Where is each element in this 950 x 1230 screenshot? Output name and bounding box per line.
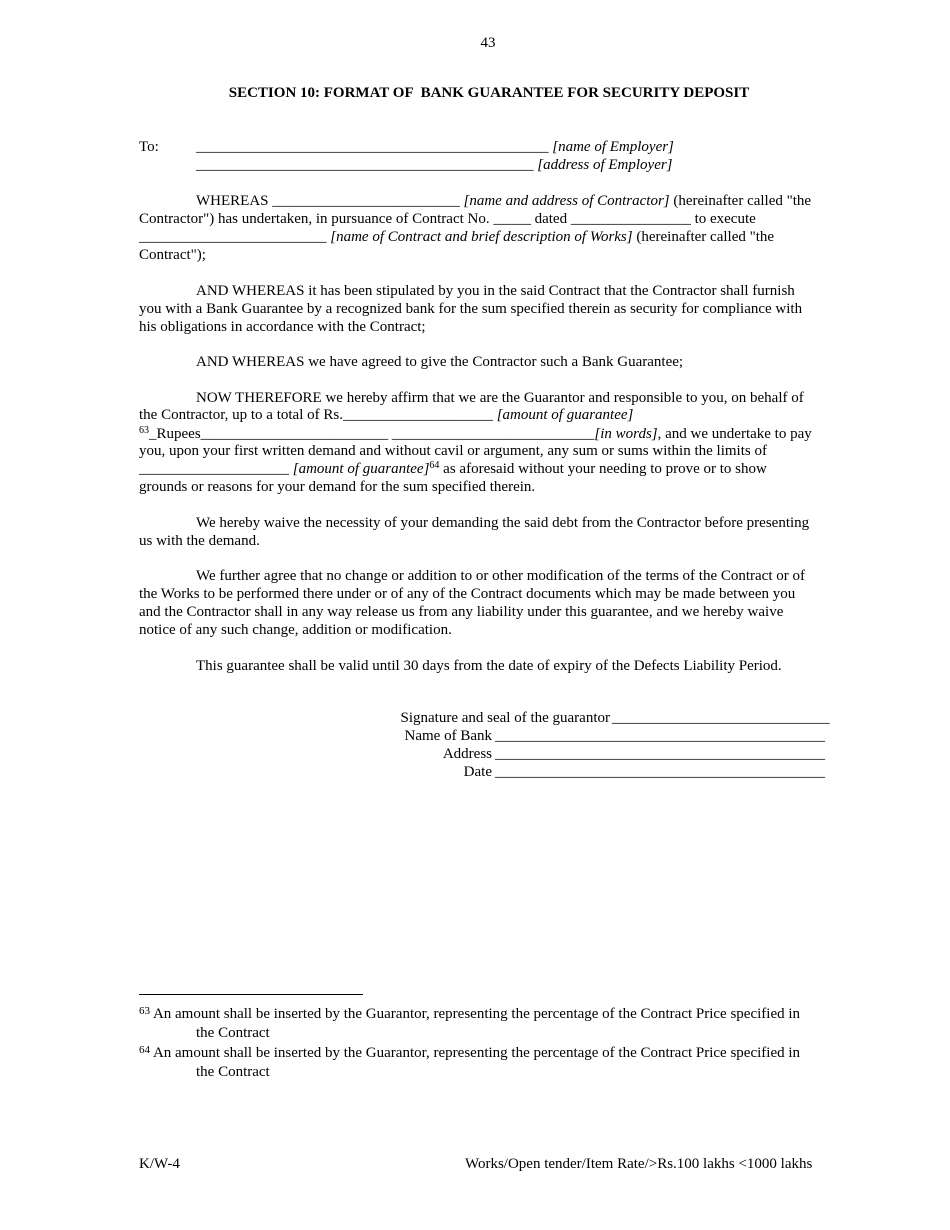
para6-line3: and the Contractor shall in any way release us from any liability under this guarantee, and we hereby waive xyxy=(139,604,784,620)
date-field[interactable]: ____________________________________________ xyxy=(495,764,825,780)
footnote-ref-63: 63 xyxy=(139,425,149,436)
signature-label: Signature and seal of the guarantor xyxy=(400,710,610,726)
footer-left: K/W-4 xyxy=(139,1156,180,1172)
para1-line4: Contract"); xyxy=(139,247,206,263)
para4-text: as aforesaid without your needing to prove or to show xyxy=(439,461,767,477)
para2-line1: AND WHEREAS it has been stipulated by you in the said Contract that the Contractor shall furnish xyxy=(196,283,795,299)
address-label: Address xyxy=(442,746,492,762)
para4-line5 xyxy=(139,460,767,478)
para6-line1: We further agree that no change or addition to or other modification of the terms of the Contract or of xyxy=(196,568,806,584)
para1-text: _________________________ xyxy=(139,229,331,245)
footnote-separator xyxy=(139,994,363,995)
employer-name-hint: [name of Employer] xyxy=(552,139,674,155)
para1-text: (hereinafter called "the xyxy=(669,193,812,209)
para4-line4: you, upon your first written demand and without cavil or argument, any sum or sums within the limits of xyxy=(139,443,767,459)
signature-field[interactable]: _____________________________ xyxy=(612,710,830,726)
address-field[interactable]: ____________________________________________ xyxy=(495,746,825,762)
para2-line3: his obligations in accordance with the Contract; xyxy=(139,319,426,335)
para4-line2 xyxy=(139,406,633,424)
para4-line1: NOW THEREFORE we hereby affirm that we are the Guarantor and responsible to you, on behalf of xyxy=(196,390,804,406)
para5-line2: us with the demand. xyxy=(139,533,260,549)
para1-text: WHEREAS _________________________ xyxy=(196,193,464,209)
footnote-ref-64: 64 xyxy=(429,460,440,471)
to-label: To: xyxy=(139,139,159,155)
para6-line2: the Works to be performed there under or of any of the Contract documents which may be made between you xyxy=(139,586,796,602)
bank-name-field[interactable]: ____________________________________________ xyxy=(495,728,825,744)
para1-line1 xyxy=(196,192,811,210)
footnote-text-cont: the Contract xyxy=(196,1064,270,1080)
para4-line3 xyxy=(139,425,812,443)
page-number: 43 xyxy=(480,35,496,51)
employer-name-line xyxy=(196,138,674,156)
para5-line1: We hereby waive the necessity of your demanding the said debt from the Contractor before presenting xyxy=(196,515,810,531)
para6-line4: notice of any such change, addition or modification. xyxy=(139,622,452,638)
footnote-text: An amount shall be inserted by the Guarantor, representing the percentage of the Contract Price specified in xyxy=(152,1045,801,1061)
para4-text: ____________________ xyxy=(139,461,293,477)
para1-line3 xyxy=(139,228,774,246)
employer-address-blank: _____________________________________________ xyxy=(196,157,534,173)
date-label: Date xyxy=(463,764,492,780)
footer-right: Works/Open tender/Item Rate/>Rs.100 lakhs <1000 lakhs xyxy=(465,1156,813,1172)
footnote-63 xyxy=(139,1005,839,1043)
amount-hint: [amount of guarantee] xyxy=(496,407,634,423)
amount-hint: [amount of guarantee] xyxy=(292,461,430,477)
contract-hint: [name of Contract and brief description of Works] xyxy=(330,229,633,245)
employer-name-blank: _______________________________________________ xyxy=(196,139,549,155)
para4-text: , and we undertake to pay xyxy=(657,426,812,442)
para3-line1: AND WHEREAS we have agreed to give the Contractor such a Bank Guarantee; xyxy=(196,354,684,370)
in-words-hint: [in words] xyxy=(594,426,658,442)
para1-text: (hereinafter called "the xyxy=(632,229,775,245)
footnote-number: 64 xyxy=(139,1044,150,1056)
employer-address-hint: [address of Employer] xyxy=(537,157,673,173)
para4-text: _Rupees_________________________ ___________________________ xyxy=(149,426,595,442)
page-title: SECTION 10: FORMAT OF BANK GUARANTEE FOR SECURITY DEPOSIT xyxy=(228,85,750,101)
employer-address-line xyxy=(196,156,673,174)
para4-text: the Contractor, up to a total of Rs.____________________ xyxy=(139,407,497,423)
para7-line1: This guarantee shall be valid until 30 days from the date of expiry of the Defects Liability Period. xyxy=(196,658,782,674)
footnote-64 xyxy=(139,1044,839,1082)
para1-line2: Contractor") has undertaken, in pursuance of Contract No. _____ dated ________________ to execute xyxy=(139,211,756,227)
para4-line6: grounds or reasons for your demand for the sum specified therein. xyxy=(139,479,536,495)
bank-name-label: Name of Bank xyxy=(404,728,492,744)
footnote-text: An amount shall be inserted by the Guarantor, representing the percentage of the Contract Price specified in xyxy=(152,1006,801,1022)
para2-line2: you with a Bank Guarantee by a recognized bank for the sum specified therein as security for compliance with xyxy=(139,301,803,317)
footnote-text-cont: the Contract xyxy=(196,1025,270,1041)
footnote-number: 63 xyxy=(139,1005,150,1017)
contractor-hint: [name and address of Contractor] xyxy=(463,193,670,209)
